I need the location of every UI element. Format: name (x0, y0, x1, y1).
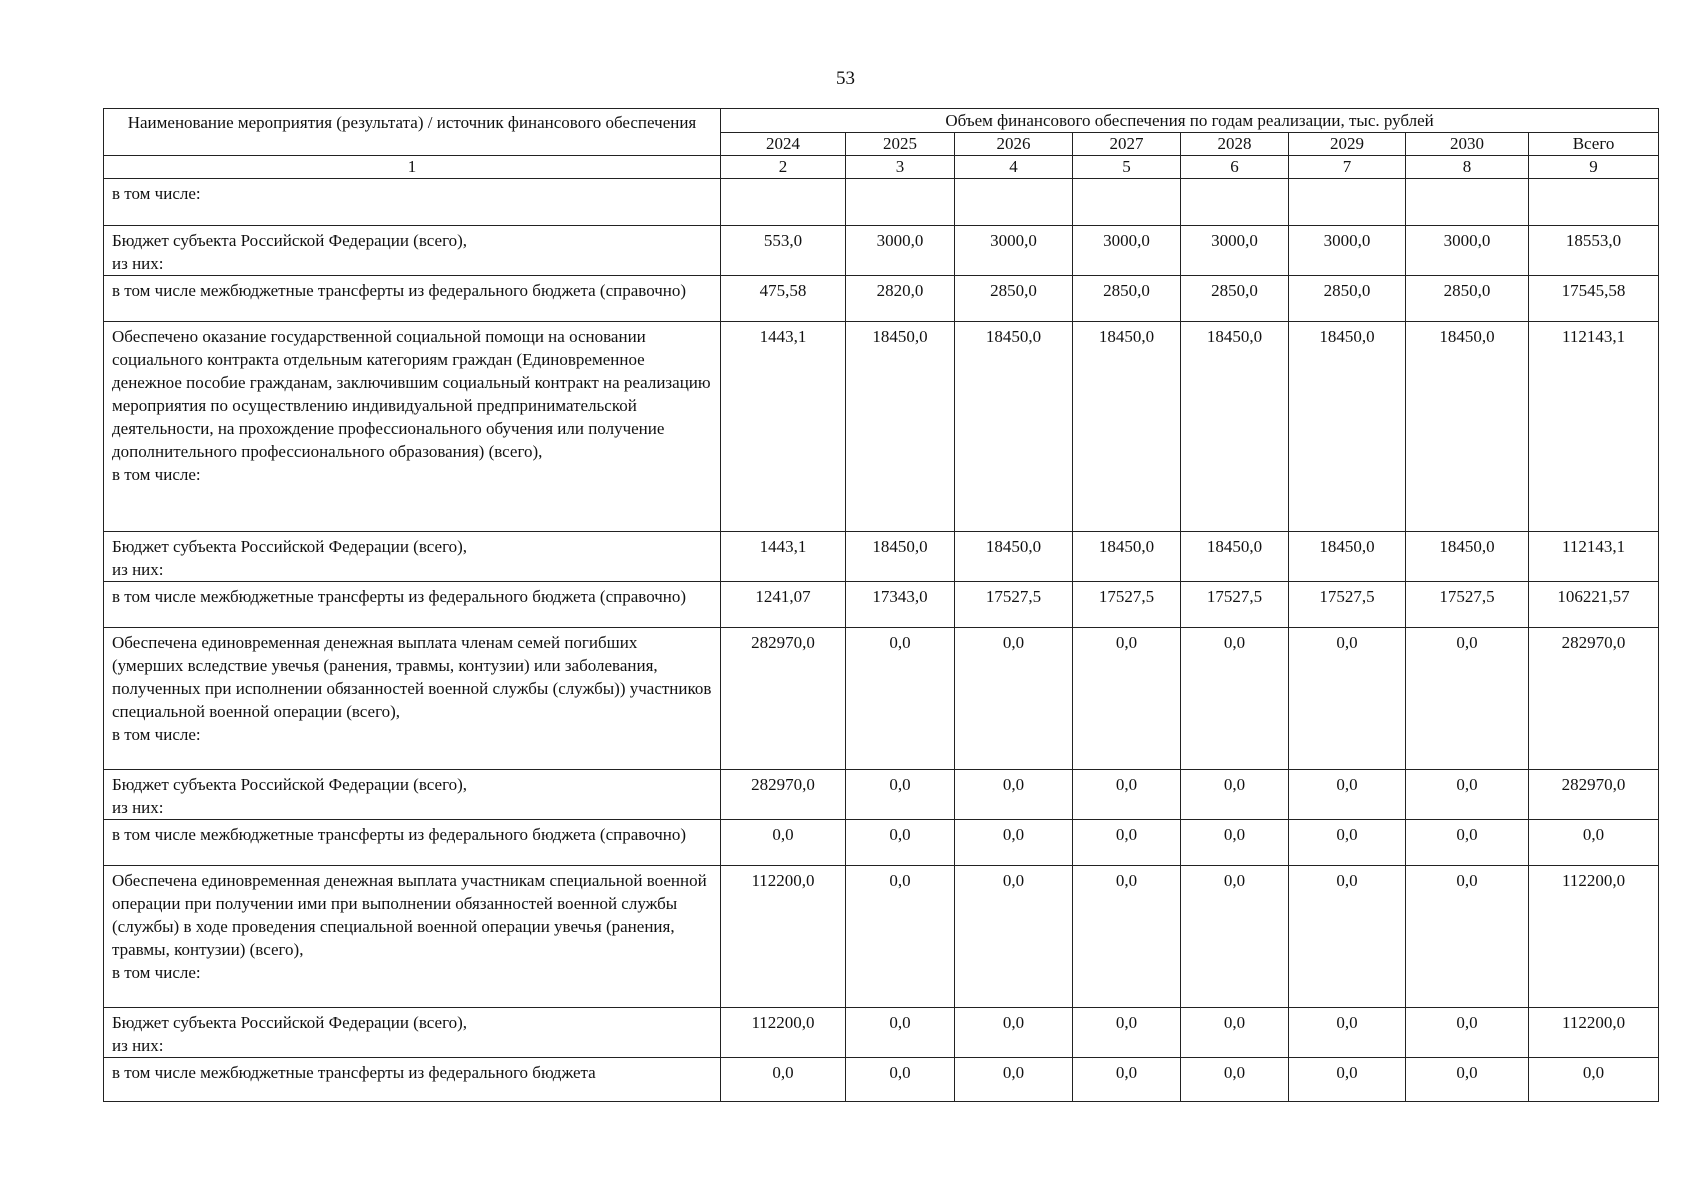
table-row (104, 532, 1659, 582)
row-value-cell: 3000,0 (846, 226, 955, 276)
row-value-cell: 18450,0 (955, 322, 1073, 532)
column-number-cell: 7 (1289, 156, 1406, 179)
table-row (104, 226, 1659, 276)
row-value-cell: 0,0 (1073, 1008, 1181, 1058)
row-value-cell: 0,0 (1073, 628, 1181, 770)
year-cell: 2027 (1073, 133, 1181, 156)
row-value-cell: 0,0 (955, 1058, 1073, 1102)
row-name-cell: Бюджет субъекта Российской Федерации (всего), из них: (104, 532, 721, 582)
row-name-cell: в том числе межбюджетные трансферты из федерального бюджета (104, 1058, 721, 1102)
row-value-cell: 0,0 (846, 628, 955, 770)
row-value-cell: 0,0 (721, 1058, 846, 1102)
row-value-cell (1289, 179, 1406, 226)
row-value-cell: 0,0 (955, 770, 1073, 820)
row-value-cell: 112200,0 (721, 866, 846, 1008)
row-value-cell: 0,0 (1181, 820, 1289, 866)
table-row (104, 179, 1659, 226)
row-total-cell: 106221,57 (1529, 582, 1659, 628)
row-value-cell: 18450,0 (1073, 322, 1181, 532)
row-value-cell: 0,0 (1289, 1008, 1406, 1058)
row-value-cell: 18450,0 (1181, 532, 1289, 582)
row-value-cell: 2850,0 (955, 276, 1073, 322)
row-value-cell: 18450,0 (955, 532, 1073, 582)
table-row (104, 582, 1659, 628)
row-value-cell: 0,0 (1406, 628, 1529, 770)
row-value-cell: 0,0 (1073, 770, 1181, 820)
row-total-cell: 282970,0 (1529, 628, 1659, 770)
row-value-cell: 17527,5 (1181, 582, 1289, 628)
row-value-cell: 18450,0 (1406, 532, 1529, 582)
row-value-cell: 3000,0 (1181, 226, 1289, 276)
row-value-cell: 0,0 (1181, 866, 1289, 1008)
row-value-cell: 0,0 (1073, 1058, 1181, 1102)
row-total-cell (1529, 179, 1659, 226)
row-value-cell: 1443,1 (721, 322, 846, 532)
row-value-cell: 2850,0 (1181, 276, 1289, 322)
row-value-cell (721, 179, 846, 226)
header-row (104, 109, 1659, 133)
table-body (104, 109, 1659, 1102)
row-value-cell: 0,0 (1289, 866, 1406, 1008)
column-number-cell: 5 (1073, 156, 1181, 179)
row-value-cell: 18450,0 (846, 322, 955, 532)
row-value-cell: 18450,0 (1406, 322, 1529, 532)
row-value-cell: 18450,0 (1289, 322, 1406, 532)
row-total-cell: 0,0 (1529, 820, 1659, 866)
row-value-cell: 17527,5 (1073, 582, 1181, 628)
column-numbers-row (104, 156, 1659, 179)
table-row (104, 820, 1659, 866)
row-value-cell: 0,0 (1406, 866, 1529, 1008)
row-total-cell: 17545,58 (1529, 276, 1659, 322)
row-value-cell (1406, 179, 1529, 226)
table-row (104, 628, 1659, 770)
row-total-cell: 112143,1 (1529, 322, 1659, 532)
row-value-cell: 0,0 (1181, 1058, 1289, 1102)
row-name-cell: Обеспечена единовременная денежная выплата участникам специальной военной операции при получении ими при выполнении обязанностей военной службы (службы) в ходе проведения специальной военной операции увечья (ранения, травмы, контузии) (всего), в том числе: (104, 866, 721, 1008)
row-value-cell: 3000,0 (1289, 226, 1406, 276)
table-row (104, 866, 1659, 1008)
column-number-cell: 2 (721, 156, 846, 179)
row-value-cell: 0,0 (1073, 866, 1181, 1008)
row-value-cell: 0,0 (1181, 1008, 1289, 1058)
row-total-cell: 112200,0 (1529, 1008, 1659, 1058)
row-value-cell: 0,0 (955, 866, 1073, 1008)
row-value-cell: 2850,0 (1289, 276, 1406, 322)
row-value-cell: 0,0 (846, 866, 955, 1008)
total-header-cell: Всего (1529, 133, 1659, 156)
row-value-cell: 0,0 (1073, 820, 1181, 866)
row-value-cell: 17527,5 (1289, 582, 1406, 628)
row-name-cell: Бюджет субъекта Российской Федерации (всего), из них: (104, 770, 721, 820)
table-row (104, 322, 1659, 532)
row-total-cell: 0,0 (1529, 1058, 1659, 1102)
row-value-cell: 0,0 (1181, 628, 1289, 770)
year-cell: 2030 (1406, 133, 1529, 156)
row-value-cell: 112200,0 (721, 1008, 846, 1058)
row-value-cell (955, 179, 1073, 226)
table-row (104, 276, 1659, 322)
row-value-cell: 18450,0 (1181, 322, 1289, 532)
row-value-cell: 17527,5 (955, 582, 1073, 628)
row-value-cell: 2850,0 (1073, 276, 1181, 322)
row-value-cell: 17527,5 (1406, 582, 1529, 628)
year-cell: 2026 (955, 133, 1073, 156)
year-cell: 2025 (846, 133, 955, 156)
row-value-cell: 0,0 (1289, 770, 1406, 820)
row-value-cell: 0,0 (1406, 1008, 1529, 1058)
row-total-cell: 112200,0 (1529, 866, 1659, 1008)
column-number-cell: 8 (1406, 156, 1529, 179)
row-value-cell: 553,0 (721, 226, 846, 276)
table-row (104, 1008, 1659, 1058)
header-name-column: Наименование мероприятия (результата) / источник финансового обеспечения (104, 109, 721, 156)
row-name-cell: в том числе межбюджетные трансферты из федерального бюджета (справочно) (104, 820, 721, 866)
row-value-cell: 18450,0 (1073, 532, 1181, 582)
year-cell: 2024 (721, 133, 846, 156)
header-volume-column: Объем финансового обеспечения по годам реализации, тыс. рублей (721, 109, 1659, 133)
row-name-cell: в том числе межбюджетные трансферты из федерального бюджета (справочно) (104, 276, 721, 322)
row-value-cell: 2820,0 (846, 276, 955, 322)
row-name-cell: в том числе: (104, 179, 721, 226)
row-name-cell: Бюджет субъекта Российской Федерации (всего), из них: (104, 226, 721, 276)
row-value-cell: 0,0 (846, 770, 955, 820)
row-value-cell (1073, 179, 1181, 226)
year-cell: 2029 (1289, 133, 1406, 156)
row-value-cell: 0,0 (1181, 770, 1289, 820)
table-row (104, 770, 1659, 820)
row-value-cell: 0,0 (1289, 628, 1406, 770)
row-total-cell: 18553,0 (1529, 226, 1659, 276)
row-value-cell: 0,0 (1289, 1058, 1406, 1102)
row-value-cell: 0,0 (846, 820, 955, 866)
column-number-cell: 6 (1181, 156, 1289, 179)
row-value-cell (1181, 179, 1289, 226)
row-value-cell: 0,0 (846, 1008, 955, 1058)
row-value-cell: 282970,0 (721, 628, 846, 770)
column-number-cell: 3 (846, 156, 955, 179)
row-value-cell: 1443,1 (721, 532, 846, 582)
row-value-cell: 18450,0 (1289, 532, 1406, 582)
row-value-cell: 18450,0 (846, 532, 955, 582)
row-value-cell: 0,0 (955, 820, 1073, 866)
row-value-cell: 3000,0 (1406, 226, 1529, 276)
row-total-cell: 282970,0 (1529, 770, 1659, 820)
row-value-cell: 0,0 (721, 820, 846, 866)
row-value-cell: 3000,0 (955, 226, 1073, 276)
row-value-cell: 2850,0 (1406, 276, 1529, 322)
column-number-cell: 9 (1529, 156, 1659, 179)
row-value-cell: 0,0 (1406, 770, 1529, 820)
row-name-cell: Обеспечена единовременная денежная выплата членам семей погибших (умерших вследствие увечья (ранения, травмы, контузии) или заболевания, полученных при исполнении обязанностей военной службы (службы)) участников специальной военной операции (всего), в том числе: (104, 628, 721, 770)
row-name-cell: в том числе межбюджетные трансферты из федерального бюджета (справочно) (104, 582, 721, 628)
row-value-cell: 0,0 (955, 628, 1073, 770)
row-name-cell: Бюджет субъекта Российской Федерации (всего), из них: (104, 1008, 721, 1058)
page-number: 53 (836, 68, 855, 89)
row-name-cell: Обеспечено оказание государственной социальной помощи на основании социального контракта отдельным категориям граждан (Единовременное денежное пособие гражданам, заключившим социальный контракт на реализацию мероприятия по осуществлению индивидуальной предпринимательской деятельности, на прохождение профессионального обучения или получение дополнительного профессионального образования) (всего), в том числе: (104, 322, 721, 532)
column-number-cell: 4 (955, 156, 1073, 179)
financing-table (103, 108, 1659, 1102)
row-value-cell: 475,58 (721, 276, 846, 322)
row-value-cell: 0,0 (1289, 820, 1406, 866)
row-value-cell: 0,0 (1406, 1058, 1529, 1102)
row-value-cell: 17343,0 (846, 582, 955, 628)
row-value-cell: 0,0 (846, 1058, 955, 1102)
column-number-cell: 1 (104, 156, 721, 179)
row-value-cell: 1241,07 (721, 582, 846, 628)
row-value-cell (846, 179, 955, 226)
table-row (104, 1058, 1659, 1102)
row-value-cell: 282970,0 (721, 770, 846, 820)
row-value-cell: 3000,0 (1073, 226, 1181, 276)
row-total-cell: 112143,1 (1529, 532, 1659, 582)
row-value-cell: 0,0 (955, 1008, 1073, 1058)
row-value-cell: 0,0 (1406, 820, 1529, 866)
year-cell: 2028 (1181, 133, 1289, 156)
